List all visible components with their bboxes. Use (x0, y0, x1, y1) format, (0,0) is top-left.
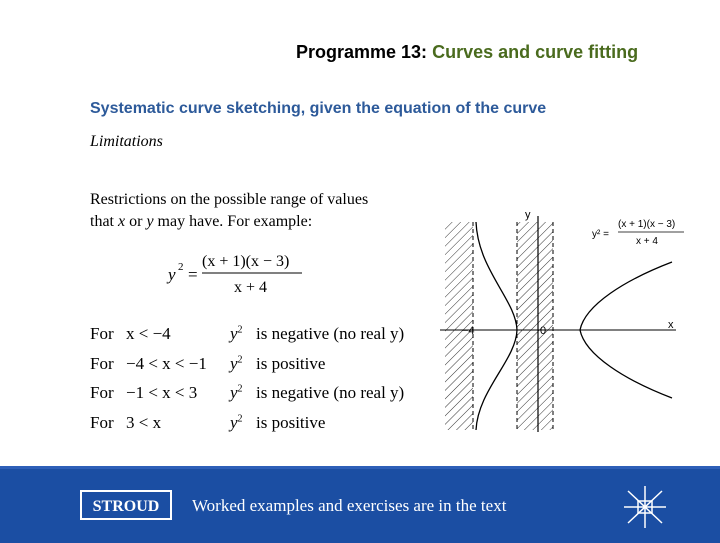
graph-eq-numerator: (x + 1)(x − 3) (618, 219, 676, 230)
equation-formula (166, 246, 326, 306)
intro-line-2: that x or y may have. For example: (90, 213, 313, 230)
slide-subtitle: Systematic curve sketching, given the equation of the curve (90, 100, 547, 117)
graph-eq-lhs: y² = (592, 229, 609, 240)
y-axis-label: y (525, 209, 531, 221)
tick-label-zero: 0 (540, 325, 547, 337)
formula-denominator: x + 4 (234, 279, 268, 296)
condition-row: For 3 < x $y^2$ is positive (90, 412, 326, 432)
x-axis-label: x (668, 319, 674, 331)
conditions-table (90, 324, 430, 442)
curve-graph (440, 200, 690, 440)
curve-middle-branch (476, 222, 517, 430)
compass-logo-icon (620, 484, 670, 530)
section-heading: Limitations (90, 133, 163, 150)
stroud-button[interactable]: STROUD (80, 490, 172, 520)
condition-row: For x < −4 $y^2$ is negative (no real y) (90, 324, 405, 343)
tick-label-minus4: −4 (462, 325, 475, 337)
condition-row: For −1 < x < 3 $y^2$ is negative (no real y) (90, 383, 405, 402)
programme-title: Curves and curve fitting (432, 42, 639, 62)
formula-equals: = (188, 265, 198, 284)
formula-lhs: y (168, 265, 176, 284)
formula-exponent: 2 (178, 261, 184, 273)
formula-numerator: (x + 1)(x − 3) (202, 253, 290, 270)
footer-text: Worked examples and exercises are in the text (192, 496, 507, 515)
programme-number: Programme 13: (296, 42, 428, 62)
condition-row: For −4 < x < −1 $y^2$ is positive (90, 353, 326, 373)
intro-line-1: Restrictions on the possible range of values (90, 191, 369, 208)
excluded-region-middle (517, 222, 553, 430)
page-header (296, 42, 638, 63)
graph-eq-denominator: x + 4 (636, 236, 658, 247)
intro-paragraph (90, 189, 420, 233)
